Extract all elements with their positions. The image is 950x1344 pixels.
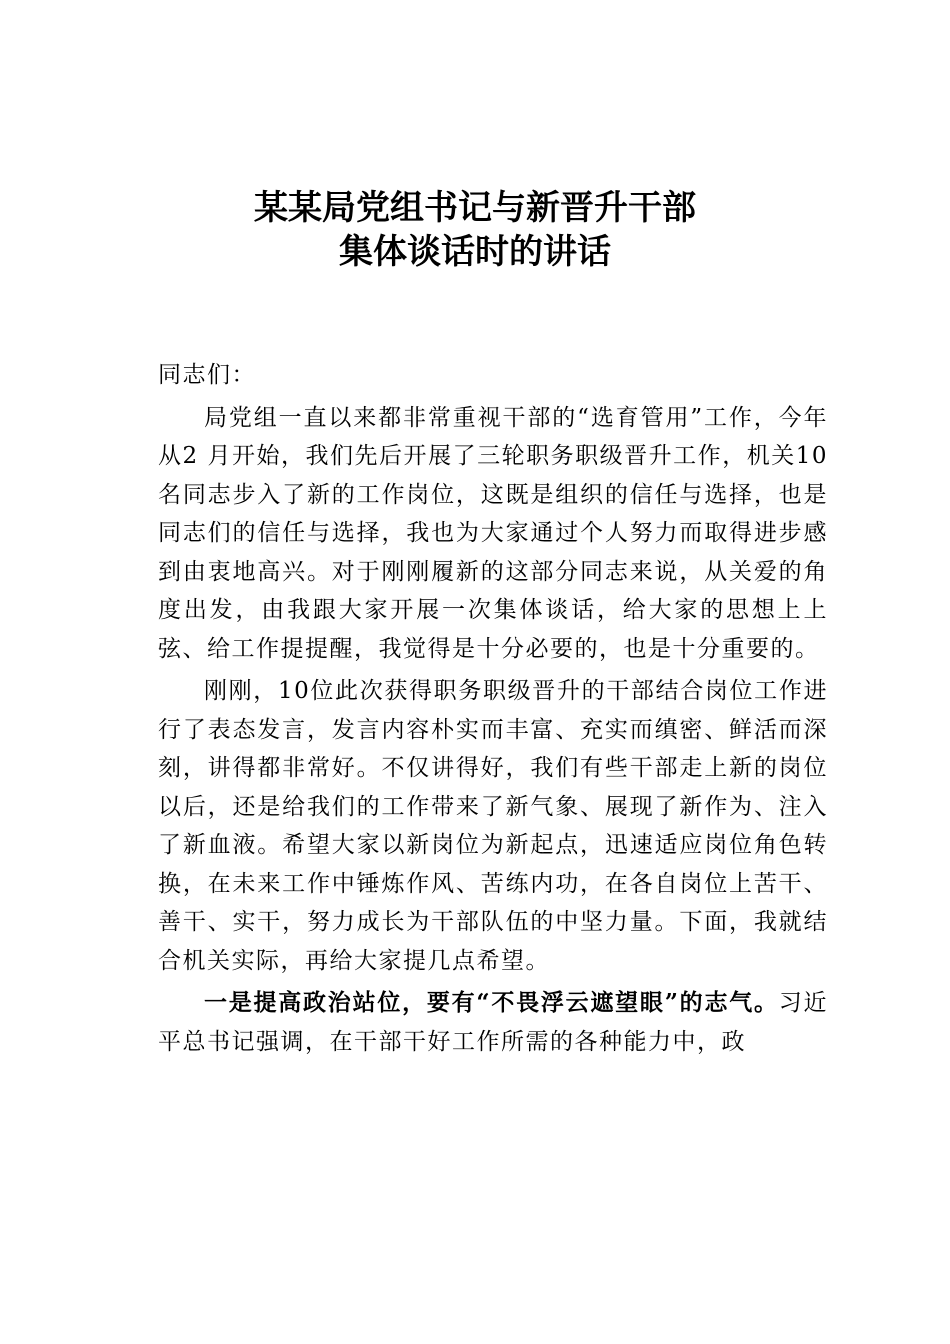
point-1-heading: 一是提高政治站位，要有“不畏浮云遮望眼”的志气。: [204, 989, 779, 1016]
document-title: [0, 186, 950, 274]
document-body: [158, 356, 828, 1065]
title-line-1: 某某局党组书记与新晋升干部: [254, 188, 696, 228]
title-line-2: 集体谈话时的讲话: [339, 232, 611, 272]
paragraph-2: 刚刚，10位此次获得职务职级晋升的干部结合岗位工作进行了表态发言，发言内容朴实而丰富、充实而缜密、鲜活而深刻，讲得都非常好。不仅讲得好，我们有些干部走上新的岗位以后，还是给我们的工作带来了新气象、展现了新作为、注入了新血液。希望大家以新岗位为新起点，迅速适应岗位角色转换，在未来工作中锤炼作风、苦练内功，在各自岗位上苦干、善干、实干，努力成长为干部队伍的中坚力量。下面，我就结合机关实际，再给大家提几点希望。: [158, 678, 828, 974]
point-1-text: 习近平总书记强调，在干部干好工作所需的各种能力中，政: [158, 990, 828, 1055]
salutation: 同志们：: [158, 362, 256, 388]
paragraph-1: 局党组一直以来都非常重视干部的“选育管用”工作，今年从2 月开始，我们先后开展了三轮职务职级晋升工作，机关10名同志步入了新的工作岗位，这既是组织的信任与选择，也是同志们的信任与选择，我也为大家通过个人努力而取得进步感到由衷地高兴。对于刚刚履新的这部分同志来说，从关爱的角度出发，由我跟大家开展一次集体谈话，给大家的思想上上弦、给工作提提醒，我觉得是十分必要的，也是十分重要的。: [158, 404, 828, 662]
paragraph-3: [158, 984, 828, 1061]
